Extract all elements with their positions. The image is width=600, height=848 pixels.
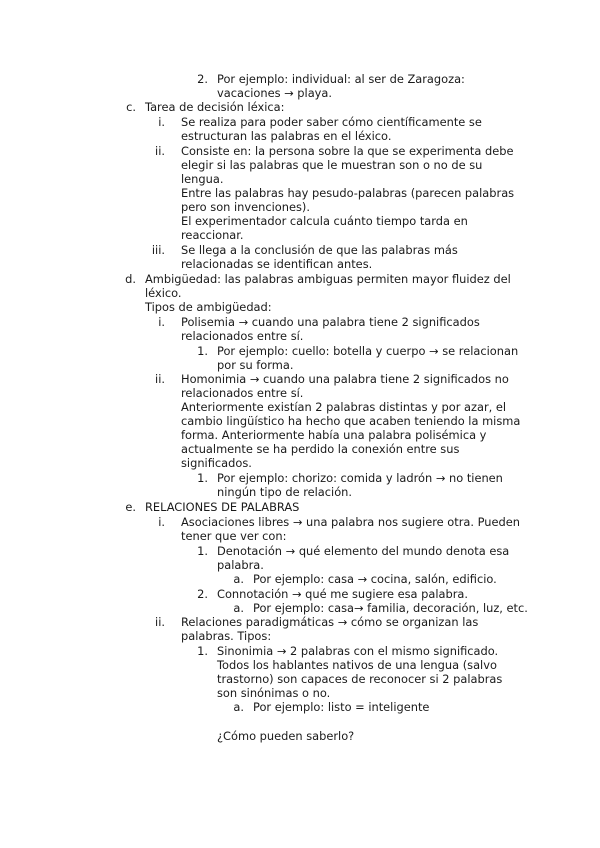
list-item-line: relacionadas se identifican antes. <box>181 257 373 271</box>
list-marker: ii. <box>155 372 165 386</box>
list-item-line: pero son invenciones). <box>181 200 310 214</box>
list-item-line: Anteriormente existían 2 palabras distintas y por azar, el <box>181 400 507 414</box>
list-marker: a. <box>233 601 244 615</box>
list-item-line: ningún tipo de relación. <box>217 485 353 499</box>
list-marker: 1. <box>197 644 208 658</box>
list-item-line: relacionados entre sí. <box>181 329 304 343</box>
list-item-line: Sinonimia → 2 palabras con el mismo significado. <box>217 644 499 658</box>
list-item-line: Tarea de decisión léxica: <box>145 100 285 114</box>
list-item-line: Polisemia → cuando una palabra tiene 2 significados <box>181 315 480 329</box>
list-marker: i. <box>158 115 165 129</box>
list-item-line: Por ejemplo: casa → cocina, salón, edificio. <box>253 572 497 586</box>
list-marker: 2. <box>197 587 208 601</box>
list-item-line: léxico. <box>145 286 182 300</box>
list-item-line: Relaciones paradigmáticas → cómo se organizan las <box>181 615 479 629</box>
list-item-line: vacaciones → playa. <box>217 86 333 100</box>
list-marker: i. <box>158 515 165 529</box>
list-item-line: Por ejemplo: individual: al ser de Zaragoza: <box>217 72 465 86</box>
list-item-line: elegir si las palabras que le muestran son o no de su <box>181 158 483 172</box>
list-item-line: Por ejemplo: chorizo: comida y ladrón → no tienen <box>217 471 503 485</box>
list-marker: iii. <box>151 243 165 257</box>
list-item-line: tener que ver con: <box>181 529 287 543</box>
list-item-line: estructuran las palabras en el léxico. <box>181 129 392 143</box>
list-item-line: son sinónimas o no. <box>217 686 331 700</box>
list-item-line: actualmente se ha perdido la conexión entre sus <box>181 442 460 456</box>
list-marker: c. <box>126 100 136 114</box>
list-item-line: Asociaciones libres → una palabra nos sugiere otra. Pueden <box>181 515 520 529</box>
list-marker: ii. <box>155 144 165 158</box>
list-item-line: Tipos de ambigüedad: <box>145 300 272 314</box>
list-item-line: palabra. <box>217 558 264 572</box>
paragraph-line: ¿Cómo pueden saberlo? <box>217 729 355 743</box>
list-item-line: trastorno) son capaces de reconocer si 2 palabras <box>217 672 503 686</box>
list-marker: ii. <box>155 615 165 629</box>
list-item-line: relacionados entre sí. <box>181 386 304 400</box>
list-item-line: palabras. Tipos: <box>181 629 272 643</box>
list-marker: 2. <box>197 72 208 86</box>
list-marker: i. <box>158 315 165 329</box>
list-item-line: Ambigüedad: las palabras ambiguas permiten mayor fluidez del <box>145 272 511 286</box>
section-heading: RELACIONES DE PALABRAS <box>145 500 300 514</box>
list-marker: 1. <box>197 544 208 558</box>
list-marker: e. <box>125 500 136 514</box>
list-item-line: Por ejemplo: listo = inteligente <box>253 700 430 714</box>
list-item-line: reaccionar. <box>181 228 244 242</box>
list-item-line: lengua. <box>181 172 224 186</box>
list-marker: d. <box>125 272 136 286</box>
list-item-line: Por ejemplo: cuello: botella y cuerpo → se relacionan <box>217 344 519 358</box>
list-item-line: Connotación → qué me sugiere esa palabra. <box>217 587 469 601</box>
list-item-line: Entre las palabras hay pesudo-palabras (parecen palabras <box>181 186 515 200</box>
list-item-line: cambio lingüístico ha hecho que acaben teniendo la misma <box>181 414 521 428</box>
list-item-line: significados. <box>181 456 252 470</box>
list-item-line: forma. Anteriormente había una palabra polisémica y <box>181 428 487 442</box>
list-marker: a. <box>233 700 244 714</box>
list-item-line: Se llega a la conclusión de que las palabras más <box>181 243 458 257</box>
list-item-line: Consiste en: la persona sobre la que se experimenta debe <box>181 144 514 158</box>
list-marker: 1. <box>197 471 208 485</box>
list-item-line: por su forma. <box>217 358 294 372</box>
list-item-line: Por ejemplo: casa→ familia, decoración, luz, etc. <box>253 601 528 615</box>
list-marker: a. <box>233 572 244 586</box>
list-item-line: Se realiza para poder saber cómo científicamente se <box>181 115 482 129</box>
list-marker: 1. <box>197 344 208 358</box>
list-item-line: Todos los hablantes nativos de una lengua (salvo <box>217 658 497 672</box>
list-item-line: Homonimia → cuando una palabra tiene 2 significados no <box>181 372 509 386</box>
list-item-line: El experimentador calcula cuánto tiempo tarda en <box>181 214 468 228</box>
list-item-line: Denotación → qué elemento del mundo denota esa <box>217 544 510 558</box>
